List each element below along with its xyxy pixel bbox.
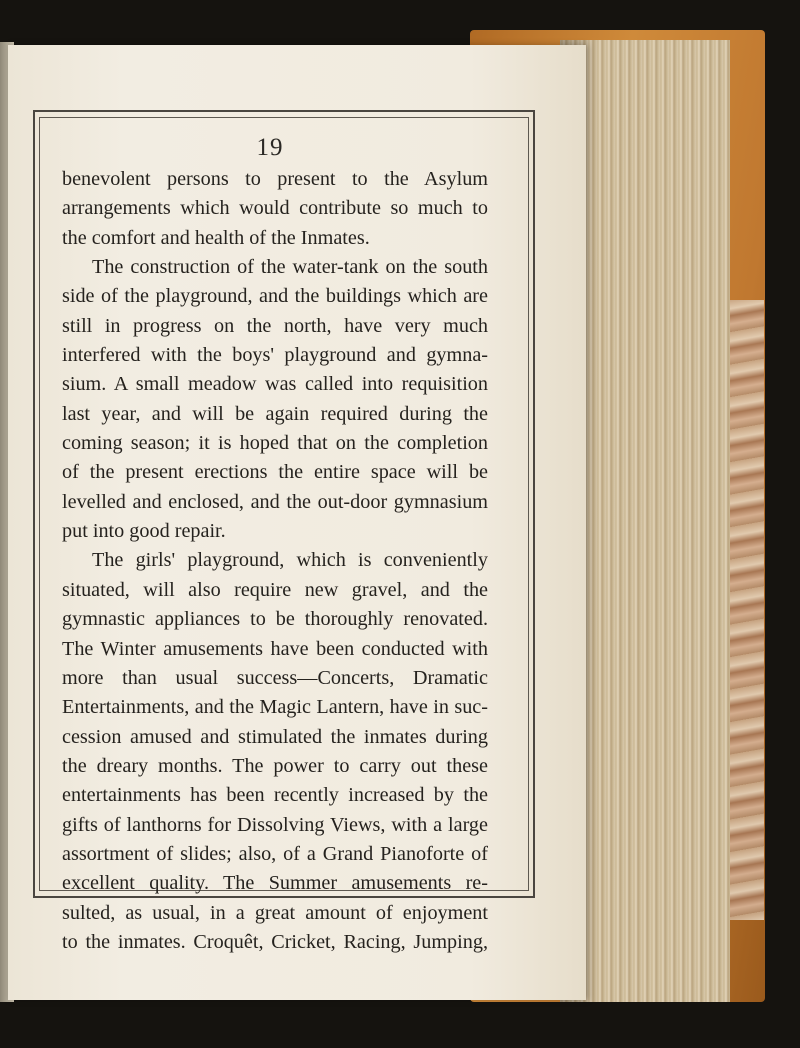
text-line: arrangements which would contribute so much to xyxy=(62,197,488,220)
text-line: coming season; it is hoped that on the completion xyxy=(62,432,488,455)
text-line: levelled and enclosed, and the out-door gymnasium xyxy=(62,490,488,513)
text-line: benevolent persons to present to the Asylum xyxy=(62,168,488,190)
text-line: The construction of the water-tank on the south xyxy=(92,256,488,279)
text-line: sium. A small meadow was called into requisition xyxy=(62,373,488,396)
text-line: the comfort and health of the Inmates. xyxy=(62,226,370,249)
page-number: 19 xyxy=(256,134,284,161)
text-line: cession amused and stimulated the inmates during xyxy=(62,725,488,748)
text-line: more than usual success—Concerts, Dramatic xyxy=(62,666,488,689)
text-line: The Winter amusements have been conducted with xyxy=(62,637,488,660)
text-line: assortment of slides; also, of a Grand Pianoforte of xyxy=(62,842,488,865)
text-line: Entertainments, and the Magic Lantern, have in suc- xyxy=(62,696,488,719)
text-line: side of the playground, and the buildings which are xyxy=(62,285,488,308)
text-line: entertainments has been recently increased by the xyxy=(62,784,488,807)
text-line: situated, will also require new gravel, and the xyxy=(62,578,488,601)
text-line: put into good repair. xyxy=(62,520,226,543)
text-line: to the inmates. Croquêt, Cricket, Racing, Jumping, xyxy=(62,930,488,953)
text-line: still in progress on the north, have very much xyxy=(62,314,488,337)
text-line: the dreary months. The power to carry out these xyxy=(62,754,488,777)
body-text xyxy=(62,165,488,957)
marbled-endpaper xyxy=(728,300,764,920)
text-line: gymnastic appliances to be thoroughly renovated. xyxy=(62,608,488,631)
text-line: sulted, as usual, in a great amount of enjoyment xyxy=(62,901,488,924)
text-line: excellent quality. The Summer amusements re- xyxy=(62,872,488,895)
text-line: interfered with the boys' playground and gymna- xyxy=(62,344,488,367)
text-line: gifts of lanthorns for Dissolving Views, with a large xyxy=(62,813,488,836)
text-line: of the present erections the entire space will be xyxy=(62,461,488,484)
text-line: last year, and will be again required during the xyxy=(62,402,488,425)
text-line: The girls' playground, which is conveniently xyxy=(92,549,488,572)
